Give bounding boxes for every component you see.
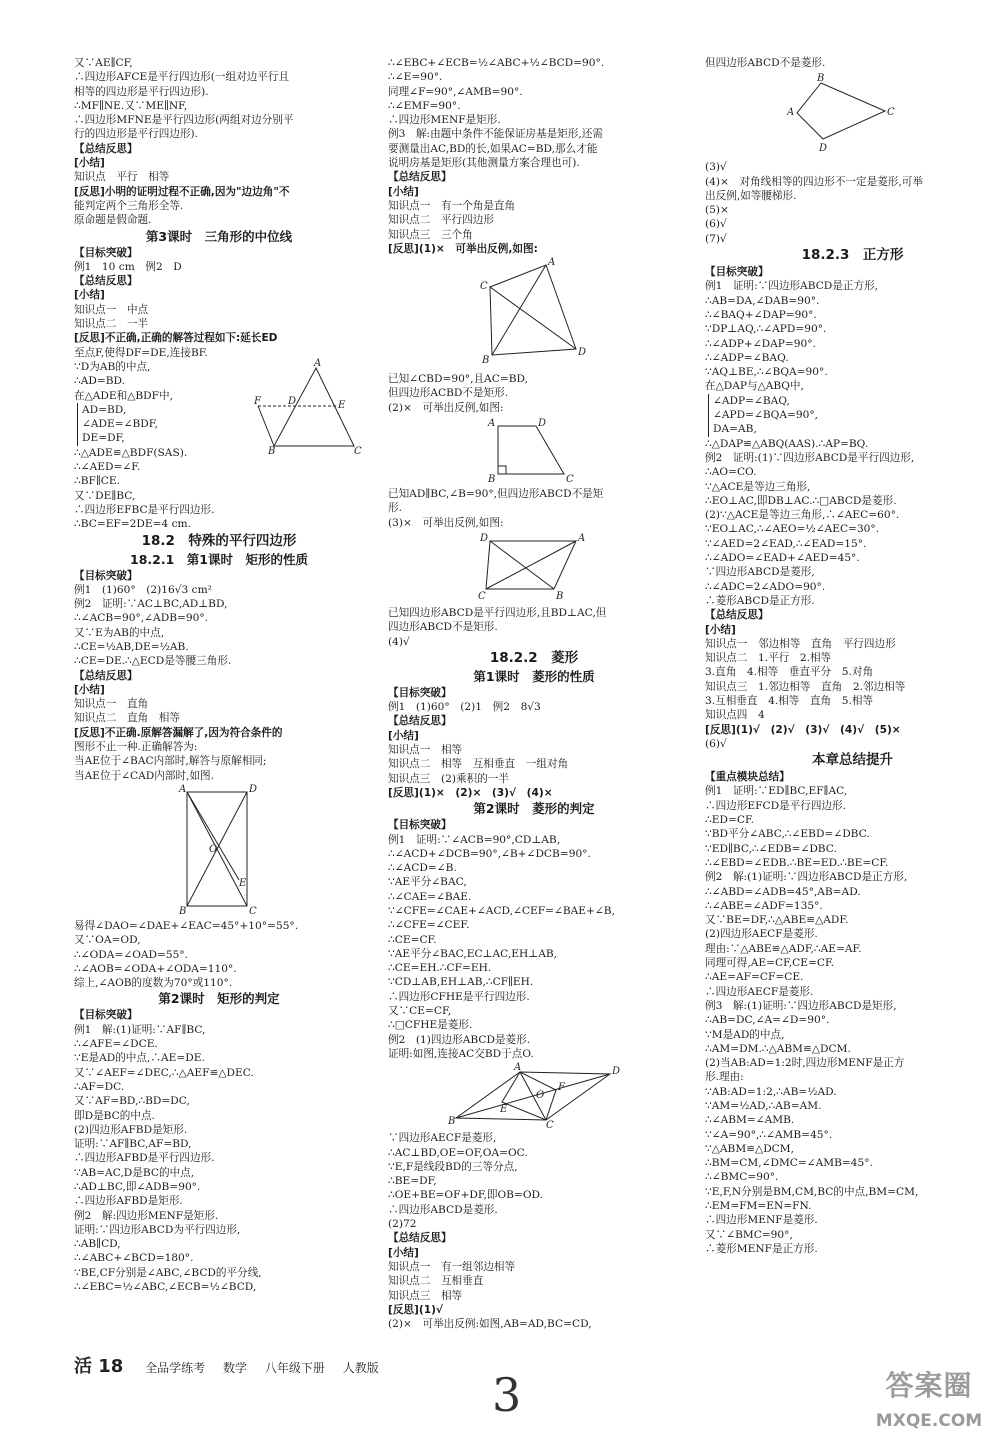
- text-line: ∴CE=CF.: [388, 933, 437, 946]
- text-line: ∵AQ⊥BE,∴∠BQA=90°.: [705, 366, 828, 379]
- svg-text:A: A: [179, 783, 187, 795]
- text-line: ∵四边形ABCD是菱形,: [705, 566, 815, 579]
- watermark-logo: [866, 1364, 992, 1446]
- text-line: DA=AB,: [713, 423, 757, 436]
- text-line: ∴四边形EFBC是平行四边形.: [74, 503, 215, 516]
- text-line: ∴∠ADO=∠EAD+∠AED=45°.: [705, 552, 860, 565]
- text-line: ∵AE平分∠BAC,: [388, 876, 467, 889]
- text-line: 3.互相垂直 4.相等 直角 5.相等: [705, 694, 874, 707]
- watermark-url: MXQE.COM: [875, 1411, 983, 1431]
- text-line: ∴MF∥NE.又∵ME∥NF,: [74, 99, 188, 112]
- column-left: [74, 56, 364, 1346]
- text-block: [74, 56, 364, 228]
- text-line: 例2 解:四边形MENF是矩形.: [74, 1209, 219, 1222]
- text-line: ∴∠ACD=∠B.: [388, 862, 457, 875]
- text-line: 形.理由:: [705, 1071, 744, 1084]
- grade-name: 八年级下册: [264, 1361, 325, 1375]
- handwritten-number: 3: [492, 1368, 522, 1422]
- text-line: 又∵OA=OD,: [74, 934, 141, 947]
- svg-text:O: O: [536, 1090, 545, 1102]
- text-line: ∵四边形AECF是菱形,: [388, 1132, 497, 1145]
- text-line: ∴∠ABD=∠ADB=45°,AB=AD.: [705, 885, 861, 898]
- section-heading: 18.2.1 第1课时 矩形的性质: [130, 551, 308, 567]
- text-line: ∠ADP=∠BAQ,: [713, 394, 790, 407]
- text-line: ∴△ADE≌△BDF(SAS).: [74, 446, 188, 459]
- text-line: ∴∠ABE=∠ADF=135°.: [705, 899, 823, 912]
- text-line: ∵AB:AD=1:2,∴AB=½AD.: [705, 1085, 837, 1098]
- text-line: ∴四边形MFNE是平行四边形(两组对边分别平: [74, 114, 294, 127]
- text-line: 要测量出AC,BD的长,如果AC=BD,那么才能: [388, 142, 598, 155]
- text-line: ∴菱形ABCD是正方形.: [705, 594, 815, 607]
- text-block: [388, 372, 680, 415]
- text-line: 又∵E为AB的中点,: [74, 626, 165, 639]
- text-line: ∴∠ADC=2∠ADO=90°.: [705, 580, 826, 593]
- text-line: ∵∠CFE=∠CAE+∠ACD,∠CEF=∠BAE+∠B,: [388, 904, 615, 917]
- text-line: ∴四边形CFHE是平行四边形.: [388, 990, 530, 1003]
- svg-text:D: D: [249, 783, 258, 795]
- svg-text:C: C: [546, 1120, 554, 1132]
- rhombus-figure: [448, 1062, 621, 1132]
- text-line: 又∵AE∥CF,: [74, 57, 133, 69]
- text-line: [小结]: [74, 289, 105, 302]
- text-line: ∴∠EBD=∠EDB.∴BE=ED.∴BE=CF.: [705, 856, 889, 869]
- text-line: 又∵BE=DF,∴△ABE≌△ADF.: [705, 914, 849, 927]
- text-line: [反思]不正确.原解答漏解了,因为符合条件的: [74, 726, 283, 739]
- text-line: ∴△DAP≌△ABQ(AAS).∴AP=BQ.: [705, 437, 869, 450]
- text-line: [小结]: [74, 157, 105, 170]
- svg-text:D: D: [819, 143, 828, 155]
- text-line: 例2 证明:∵AC⊥BC,AD⊥BD,: [74, 598, 228, 611]
- text-line: ∵M是AD的中点,: [705, 1028, 785, 1041]
- text-line: ∴BM=CM,∠DMC=∠AMB=45°.: [705, 1157, 873, 1170]
- text-line: 例1 (1)60° (2)1 例2 8√3: [388, 701, 541, 714]
- section-heading: 18.2 特殊的平行四边形: [141, 532, 297, 549]
- text-line: ∴AF=DC.: [74, 1080, 125, 1093]
- text-line: 例1 证明:∵四边形ABCD是正方形,: [705, 280, 879, 293]
- svg-text:B: B: [179, 905, 187, 917]
- text-line: (6)√: [705, 737, 727, 750]
- text-line: 知识点一 相等: [388, 744, 463, 757]
- text-line: 又∵∠BMC=90°,: [705, 1228, 793, 1241]
- svg-text:E: E: [239, 877, 247, 889]
- text-line: 【目标突破】: [74, 246, 138, 259]
- quadrilateral-figure: [478, 259, 588, 369]
- section-heading: 18.2.3 正方形: [801, 247, 904, 264]
- text-line: ∴AB∥CD,: [74, 1238, 121, 1251]
- text-line: ∴四边形AFBD是矩形.: [74, 1195, 183, 1208]
- trapezoid-figure: [488, 418, 578, 484]
- text-line: 知识点一 直角: [74, 698, 149, 711]
- subject-name: 数学: [223, 1361, 248, 1375]
- text-line: 理由:∵△ABE≌△ADF,∴AE=AF.: [705, 942, 862, 955]
- text-line: ∴AD=BD.: [74, 375, 126, 388]
- svg-text:D: D: [288, 396, 297, 407]
- text-block: [705, 770, 1000, 1256]
- text-line: (2)当AB:AD=1:2时,四边形MENF是正方: [705, 1057, 905, 1070]
- text-line: 【重点模块总结】: [705, 771, 790, 784]
- text-line: (4)√: [388, 635, 410, 648]
- text-block: [388, 56, 680, 256]
- text-line: ∴∠ABC+∠BCD=180°.: [74, 1252, 194, 1265]
- text-line: 四边形ABCD不是矩形.: [388, 621, 498, 634]
- text-line: ∠ADE=∠BDF,: [82, 418, 158, 431]
- text-line: 知识点一 有一组邻边相等: [388, 1260, 516, 1273]
- text-line: ∴∠CAE=∠BAE.: [388, 890, 472, 903]
- text-line: ∴∠EMF=90°.: [388, 99, 461, 112]
- parallelogram-figure: [478, 533, 598, 603]
- svg-text:F: F: [558, 1082, 565, 1094]
- text-line: 证明:∵AF∥BC,AF=BD,: [74, 1138, 192, 1151]
- text-line: 例1 解:(1)证明:∵AF∥BC,: [74, 1023, 206, 1036]
- text-line: ∴∠BAQ+∠DAP=90°.: [705, 308, 817, 321]
- text-line: 行的四边形是平行四边形).: [74, 128, 199, 141]
- text-line: ∴CE=DE.∴△ECD是等腰三角形.: [74, 655, 232, 668]
- text-line: 知识点四 4: [705, 709, 765, 722]
- text-line: (3)√: [705, 161, 727, 174]
- column-right: [705, 56, 1000, 1346]
- text-line: 例3 解:(1)证明:∵四边形ABCD是矩形,: [705, 999, 897, 1012]
- text-line: ∴∠E=90°.: [388, 71, 443, 84]
- triangle-midline-figure: [254, 358, 364, 457]
- text-line: 当AE位于∠BAC内部时,解答与原解相同;: [74, 755, 267, 768]
- text-line: ∴BC=EF=2DE=4 cm.: [74, 518, 191, 531]
- text-line: 图形不止一种.正确解答为:: [74, 741, 198, 754]
- rectangle-figure: [179, 783, 259, 917]
- text-line: [小结]: [74, 683, 105, 696]
- text-line: ∴AB=DA,∠DAB=90°.: [705, 294, 820, 307]
- text-line: 例2 证明:(1)∵四边形ABCD是平行四边形,: [705, 451, 915, 464]
- text-block: [705, 56, 1000, 70]
- watermark-text: 答案圈: [885, 1369, 973, 1402]
- text-line: 例3 解:由题中条件不能保证房基是矩形,还需: [388, 128, 603, 141]
- svg-text:B: B: [817, 73, 825, 85]
- text-line: [反思](1)× (2)× (3)√ (4)×: [388, 786, 553, 799]
- text-line: ∵DP⊥AQ,∴∠APD=90°.: [705, 323, 827, 336]
- text-line: 至点F,使得DF=DE,连接BF.: [74, 346, 208, 359]
- text-line: 在△ADE和△BDF中,: [74, 389, 173, 402]
- text-line: ∵AB=AC,D是BC的中点,: [74, 1166, 195, 1179]
- text-line: (2)∵△ACE是等边三角形,∴∠AEC=60°.: [705, 509, 900, 522]
- text-line: 【总结反思】: [74, 275, 138, 288]
- text-line: 证明:∵四边形ABCD为平行四边形,: [74, 1223, 241, 1236]
- text-line: ∴□CFHE是菱形.: [388, 1019, 473, 1032]
- text-block: [705, 437, 1000, 752]
- text-line: 知识点 平行 相等: [74, 171, 170, 184]
- section-heading: 第2课时 菱形的判定: [473, 801, 595, 817]
- text-line: ∴∠ABM=∠AMB.: [705, 1114, 795, 1127]
- text-line: 又∵AF=BD,∴BD=DC,: [74, 1095, 190, 1108]
- page-number: 活 18: [74, 1356, 124, 1377]
- text-line: (3)× 可举出反例,如图:: [388, 516, 504, 529]
- text-line: 【目标突破】: [388, 686, 452, 699]
- text-line: ∵BD平分∠ABC,∴∠EBD=∠DBC.: [705, 828, 870, 841]
- text-line: 【目标突破】: [74, 1009, 138, 1022]
- text-line: AD=BD,: [82, 403, 127, 416]
- svg-text:C: C: [249, 905, 257, 917]
- text-line: [反思](1)× 可举出反例,如图:: [388, 242, 538, 255]
- text-line: ∵E,F是线段BD的三等分点,: [388, 1160, 518, 1173]
- text-line: 说明房基是矩形(其他测量方案合理也可).: [388, 157, 580, 170]
- text-line: ∵EO⊥AC,∴∠AEO=½∠AEC=30°.: [705, 523, 880, 536]
- text-line: ∴四边形AECF是菱形.: [705, 985, 814, 998]
- text-line: 知识点二 平行四边形: [388, 214, 494, 227]
- svg-text:D: D: [480, 532, 489, 544]
- text-block: [74, 1008, 364, 1294]
- column-middle: [388, 56, 680, 1346]
- section-heading: 第3课时 三角形的中位线: [145, 228, 293, 244]
- text-line: ∴∠EBC=½∠ABC,∠ECB=½∠BCD,: [74, 1281, 257, 1294]
- svg-text:C: C: [480, 281, 488, 293]
- series-name: 全品学练考: [145, 1361, 206, 1375]
- text-line: 例1 (1)60° (2)16√3 cm²: [74, 583, 212, 596]
- text-line: 原命题是假命题.: [74, 214, 152, 227]
- text-line: 【目标突破】: [705, 266, 769, 279]
- svg-text:D: D: [538, 418, 547, 430]
- svg-text:D: D: [612, 1066, 621, 1078]
- text-line: 但四边形ACBD不是矩形.: [388, 387, 509, 400]
- text-line: 【总结反思】: [388, 715, 452, 728]
- text-line: 知识点一 邻边相等 直角 平行四边形: [705, 637, 896, 650]
- text-line: [反思]不正确,正确的解答过程如下:延长ED: [74, 332, 278, 345]
- svg-text:C: C: [354, 446, 362, 457]
- text-line: 在△DAP与△ABQ中,: [705, 380, 804, 393]
- text-block: [74, 569, 364, 783]
- text-line: ∵BE,CF分别是∠ABC,∠BCD的平分线,: [74, 1266, 262, 1279]
- text-line: ∵CD⊥AB,EH⊥AB,∴CF∥EH.: [388, 976, 534, 989]
- text-line: 3.直角 4.相等 垂直平分 5.对角: [705, 666, 874, 679]
- text-line: ∴∠EBC+∠ECB=½∠ABC+½∠BCD=90°.: [388, 57, 605, 69]
- svg-text:C: C: [887, 107, 895, 119]
- text-line: ∴四边形ABCD是菱形.: [388, 1203, 498, 1216]
- text-line: 相等的四边形是平行四边形).: [74, 85, 209, 98]
- text-line: ∵D为AB的中点,: [74, 360, 151, 373]
- text-line: [反思]小明的证明过程不正确,因为"边边角"不: [74, 185, 290, 198]
- text-line: 知识点二 直角 相等: [74, 712, 180, 725]
- svg-text:A: A: [488, 418, 496, 430]
- text-line: ∴EO⊥AC,即DB⊥AC.∴□ABCD是菱形.: [705, 494, 897, 507]
- text-line: [小结]: [705, 623, 736, 636]
- text-line: ∴四边形MENF是矩形.: [388, 114, 501, 127]
- text-line: ∴AM=DM.∴△ABM≌△DCM.: [705, 1042, 851, 1055]
- text-line: ∴四边形MENF是菱形.: [705, 1214, 818, 1227]
- text-line: ∠APD=∠BQA=90°,: [713, 409, 819, 422]
- svg-text:E: E: [338, 400, 346, 411]
- text-line: 当AE位于∠CAD内部时,如图.: [74, 769, 214, 782]
- section-heading: 第1课时 菱形的性质: [473, 668, 595, 684]
- text-line: ∴四边形AFCE是平行四边形(一组对边平行且: [74, 71, 290, 84]
- text-line: ∵E是AD的中点,∴AE=DE.: [74, 1052, 205, 1065]
- section-heading: 第2课时 矩形的判定: [158, 991, 280, 1007]
- text-line: ∴AB=DC,∠A=∠D=90°.: [705, 1014, 830, 1027]
- text-line: 【目标突破】: [388, 819, 452, 832]
- text-line: ∴ED=CF.: [705, 814, 755, 827]
- text-line: [小结]: [388, 729, 419, 742]
- text-line: ∴∠ADP+∠DAP=90°.: [705, 337, 816, 350]
- text-line: 【目标突破】: [74, 569, 138, 582]
- text-line: 例2 解:(1)证明:∵四边形ABCD是正方形,: [705, 871, 908, 884]
- text-line: ∴BE=DF,: [388, 1175, 437, 1188]
- text-line: 例1 证明:∵ED∥BC,EF∥AC,: [705, 785, 848, 798]
- text-line: 已知AD∥BC,∠B=90°,但四边形ABCD不是矩: [388, 488, 604, 501]
- svg-text:E: E: [500, 1104, 508, 1116]
- text-line: 已知∠CBD=90°,且AC=BD,: [388, 373, 528, 386]
- text-line: ∴∠AFE=∠DCE.: [74, 1038, 158, 1051]
- section-heading: 本章总结提升: [812, 752, 893, 769]
- text-line: 能判定两个三角形全等.: [74, 199, 184, 212]
- svg-text:B: B: [488, 474, 496, 486]
- text-line: ∴∠CFE=∠CEF.: [388, 919, 470, 932]
- text-line: ∴CE=EH.∴CF=EH.: [388, 962, 492, 975]
- text-block: [388, 686, 680, 800]
- text-line: 【总结反思】: [388, 1232, 452, 1245]
- text-line: ∴AD⊥BC,即∠ADB=90°.: [74, 1181, 201, 1193]
- text-line: 例2 (1)四边形ABCD是菱形.: [388, 1033, 531, 1046]
- svg-text:A: A: [548, 257, 556, 269]
- svg-text:O: O: [209, 843, 218, 855]
- svg-text:C: C: [566, 474, 574, 486]
- text-line: 【总结反思】: [74, 669, 138, 682]
- svg-text:A: A: [314, 358, 322, 369]
- text-line: ∴菱形MENF是正方形.: [705, 1242, 818, 1255]
- text-line: 知识点三 相等: [388, 1289, 463, 1302]
- text-line: 知识点二 1.平行 2.相等: [705, 652, 832, 665]
- text-line: (2)72: [388, 1218, 417, 1231]
- text-line: 【总结反思】: [388, 171, 452, 184]
- text-line: [小结]: [388, 185, 419, 198]
- text-line: [反思](1)√: [388, 1303, 443, 1316]
- text-line: (4)× 对角线相等的四边形不一定是菱形,可举: [705, 175, 923, 188]
- text-line: 知识点二 互相垂直: [388, 1275, 484, 1288]
- text-line: 即D是BC的中点.: [74, 1109, 155, 1122]
- text-line: ∴∠ACB=90°,∠ADB=90°.: [74, 612, 209, 625]
- edition-name: 人教版: [342, 1361, 379, 1375]
- svg-text:F: F: [254, 396, 261, 407]
- text-line: ∴∠ACD+∠DCB=90°,∠B+∠DCB=90°.: [388, 847, 591, 860]
- text-block: [388, 487, 680, 530]
- kite-figure: [785, 73, 905, 157]
- svg-text:D: D: [578, 347, 587, 359]
- text-line: ∵E,F,N分别是BM,CM,BC的中点,BM=CM,: [705, 1185, 919, 1198]
- text-line: ∴∠AOB=∠ODA+∠ODA=110°.: [74, 962, 237, 975]
- text-line: 同理∠F=90°,∠AMB=90°.: [388, 85, 523, 98]
- svg-text:B: B: [556, 590, 564, 602]
- text-line: ∵∠AED=2∠EAD,∴∠EAD=15°.: [705, 537, 867, 550]
- text-block: [74, 919, 364, 990]
- text-line: ∴EM=FM=EN=FN.: [705, 1200, 812, 1213]
- equation-system: [708, 394, 1000, 437]
- text-line: ∵ED∥BC,∴∠EDB=∠DBC.: [705, 842, 837, 855]
- text-line: 易得∠DAO=∠DAE+∠EAC=45°+10°=55°.: [74, 919, 299, 932]
- text-line: 但四边形ABCD不是菱形.: [705, 57, 826, 69]
- text-line: ∴∠BMC=90°.: [705, 1171, 779, 1184]
- text-block: [74, 446, 364, 532]
- text-line: 知识点一 有一个角是直角: [388, 199, 516, 212]
- text-line: 知识点一 中点: [74, 303, 149, 316]
- text-line: 例1 10 cm 例2 D: [74, 260, 182, 273]
- text-line: (7)√: [705, 232, 727, 245]
- text-line: ∵AM=½AD,∴AB=AM.: [705, 1100, 822, 1112]
- text-line: 知识点二 相等 互相垂直 一组对角: [388, 758, 569, 771]
- text-line: 知识点三 (2)乘积的一半: [388, 772, 509, 785]
- text-line: 同理可得,AE=CF,CE=CF.: [705, 957, 835, 970]
- text-line: 知识点三 三个角: [388, 228, 473, 241]
- svg-text:B: B: [482, 355, 490, 367]
- text-line: (2)× 可举出反例:如图,AB=AD,BC=CD,: [388, 1318, 592, 1331]
- text-line: 形.: [388, 502, 402, 515]
- text-line: (2)四边形AFBD是矩形.: [74, 1123, 188, 1136]
- text-line: ∴四边形EFCD是平行四边形.: [705, 799, 846, 812]
- svg-text:B: B: [448, 1116, 456, 1128]
- text-block: [705, 160, 1000, 246]
- text-line: (6)√: [705, 218, 727, 231]
- section-heading: 18.2.2 菱形: [489, 649, 579, 666]
- text-line: 综上,∠AOB的度数为70°或110°.: [74, 977, 233, 990]
- svg-text:A: A: [787, 107, 795, 119]
- text-line: ∴∠ADP=∠BAQ.: [705, 351, 789, 364]
- text-line: ∴AO=CO.: [705, 466, 757, 479]
- text-line: ∴OE+BE=OF+DF,即OB=OD.: [388, 1189, 544, 1202]
- text-line: ∴CE=½AB,DE=½AB.: [74, 640, 189, 653]
- text-line: 【总结反思】: [705, 609, 769, 622]
- text-block: [705, 265, 1000, 394]
- text-line: 知识点二 一半: [74, 318, 149, 331]
- text-block: [388, 1131, 680, 1331]
- text-line: DE=DF,: [82, 432, 125, 445]
- text-line: 【总结反思】: [74, 142, 138, 155]
- text-line: ∴AC⊥BD,OE=OF,OA=OC.: [388, 1146, 528, 1159]
- text-line: [反思](1)√ (2)√ (3)√ (4)√ (5)×: [705, 723, 901, 736]
- text-line: ∴∠AED=∠F.: [74, 461, 141, 474]
- text-line: ∵△ABM≌△DCM,: [705, 1142, 795, 1155]
- page-footer: [74, 1352, 393, 1378]
- text-line: ∴∠ODA=∠OAD=55°.: [74, 948, 189, 961]
- svg-text:A: A: [578, 532, 586, 544]
- text-line: ∴AE=AF=CF=CE.: [705, 971, 804, 984]
- text-line: 证明:如图,连接AC交BD于点O.: [388, 1047, 534, 1060]
- text-line: ∴四边形AFBD是平行四边形.: [74, 1152, 215, 1165]
- text-line: ∵AE平分∠BAC,EC⊥AC,EH⊥AB,: [388, 947, 558, 960]
- svg-text:A: A: [514, 1062, 522, 1074]
- text-line: 又∵CE=CF,: [388, 1005, 452, 1018]
- text-line: ∵∠A=90°,∴∠AMB=45°.: [705, 1128, 833, 1141]
- text-line: ∴BF∥CE.: [74, 475, 120, 488]
- svg-text:C: C: [478, 590, 486, 602]
- text-line: [小结]: [388, 1246, 419, 1259]
- text-line: 例1 证明:∵∠ACB=90°,CD⊥AB,: [388, 833, 561, 846]
- text-line: (2)四边形AECF是菱形.: [705, 928, 818, 941]
- text-line: 又∵∠AEF=∠DEC,∴△AEF≌△DEC.: [74, 1066, 254, 1079]
- text-block: [388, 818, 680, 1061]
- text-line: 出反例,如等腰梯形.: [705, 189, 797, 202]
- text-line: (5)×: [705, 204, 729, 217]
- text-line: 又∵DE∥BC,: [74, 489, 136, 502]
- text-line: 已知四边形ABCD是平行四边形,且BD⊥AC,但: [388, 606, 607, 619]
- text-line: ∵△ACE是等边三角形,: [705, 480, 811, 493]
- text-line: 知识点三 1.邻边相等 直角 2.邻边相等: [705, 680, 906, 693]
- text-line: (2)× 可举出反例,如图:: [388, 401, 504, 414]
- text-block: [388, 606, 680, 649]
- svg-text:B: B: [268, 446, 276, 457]
